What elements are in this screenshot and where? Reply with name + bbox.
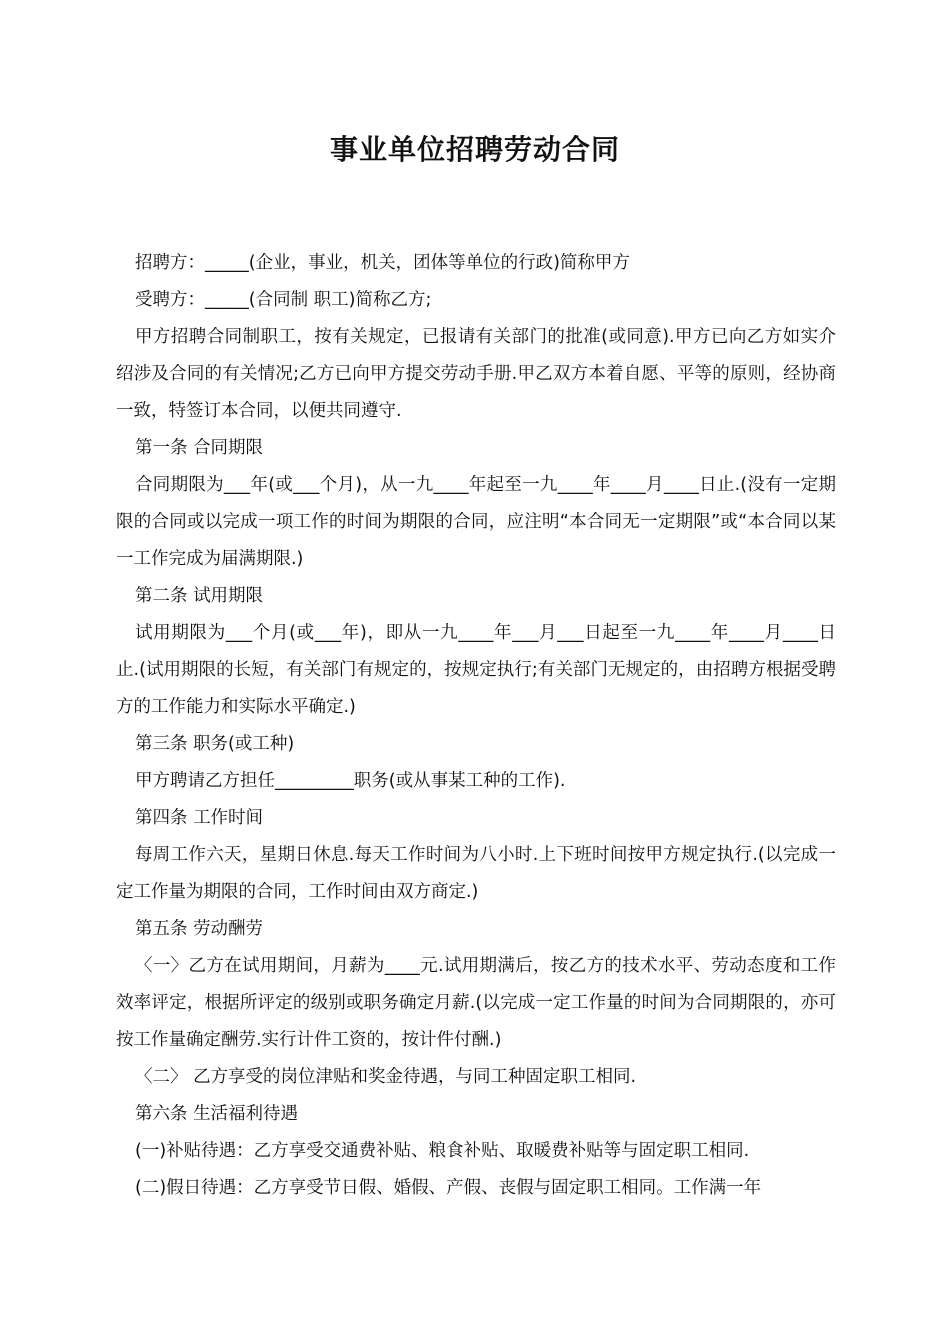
article-6-item-1: (一)补贴待遇：乙方享受交通费补贴、粮食补贴、取暖费补贴等与固定职工相同. [135,1141,750,1161]
article-6-item-2: (二)假日待遇：乙方享受节日假、婚假、产假、丧假与固定职工相同。工作满一年 [135,1178,762,1198]
article-4-text: 每周工作六天，星期日休息.每天工作时间为八小时.上下班时间按甲方规定执行.(以完成一定工作量为期限的合同，工作时间由双方商定.) [116,845,836,902]
article-5-heading: 第五条 劳动酬劳 [135,919,264,939]
article-1-heading: 第一条 合同期限 [135,438,264,458]
article-3-text: 甲方聘请乙方担任_________职务(或从事某工种的工作). [135,771,566,791]
article-2-heading: 第二条 试用期限 [135,586,264,606]
article-6-heading: 第六条 生活福利待遇 [135,1104,299,1124]
document-body [116,245,836,1207]
article-3-heading: 第三条 职务(或工种) [135,734,295,754]
article-5-item-1: 〈一〉乙方在试用期间，月薪为____元.试用期满后，按乙方的技术水平、劳动态度和工作效率评定，根据所评定的级别或职务确定月薪.(以完成一定工作量的时间为合同期限的，亦可按工作量确定酬劳.实行计件工资的，按计件付酬.) [116,956,836,1050]
party-a-line: 招聘方：_____(企业，事业，机关，团体等单位的行政)简称甲方 [135,253,630,273]
article-1-text: 合同期限为___年(或___个月)，从一九____年起至一九____年____月____日止.(没有一定期限的合同或以完成一项工作的时间为期限的合同，应注明“本合同无一定期限”或“本合同以某一工作完成为届满期限.) [116,475,836,569]
preamble-paragraph: 甲方招聘合同制职工，按有关规定，已报请有关部门的批准(或同意).甲方已向乙方如实介绍涉及合同的有关情况;乙方已向甲方提交劳动手册.甲乙双方本着自愿、平等的原则，经协商一致，特签订本合同，以便共同遵守. [116,327,836,421]
party-b-line: 受聘方：_____(合同制 职工)简称乙方; [135,290,432,310]
document-title: 事业单位招聘劳动合同 [329,133,620,166]
article-4-heading: 第四条 工作时间 [135,808,264,828]
article-2-text: 试用期限为___个月(或___年)，即从一九____年___月___日起至一九____年____月____日止.(试用期限的长短，有关部门有规定的，按规定执行;有关部门无规定的，由招聘方根据受聘方的工作能力和实际水平确定.) [116,623,836,717]
article-5-item-2: 〈二〉 乙方享受的岗位津贴和奖金待遇，与同工种固定职工相同. [135,1067,637,1087]
